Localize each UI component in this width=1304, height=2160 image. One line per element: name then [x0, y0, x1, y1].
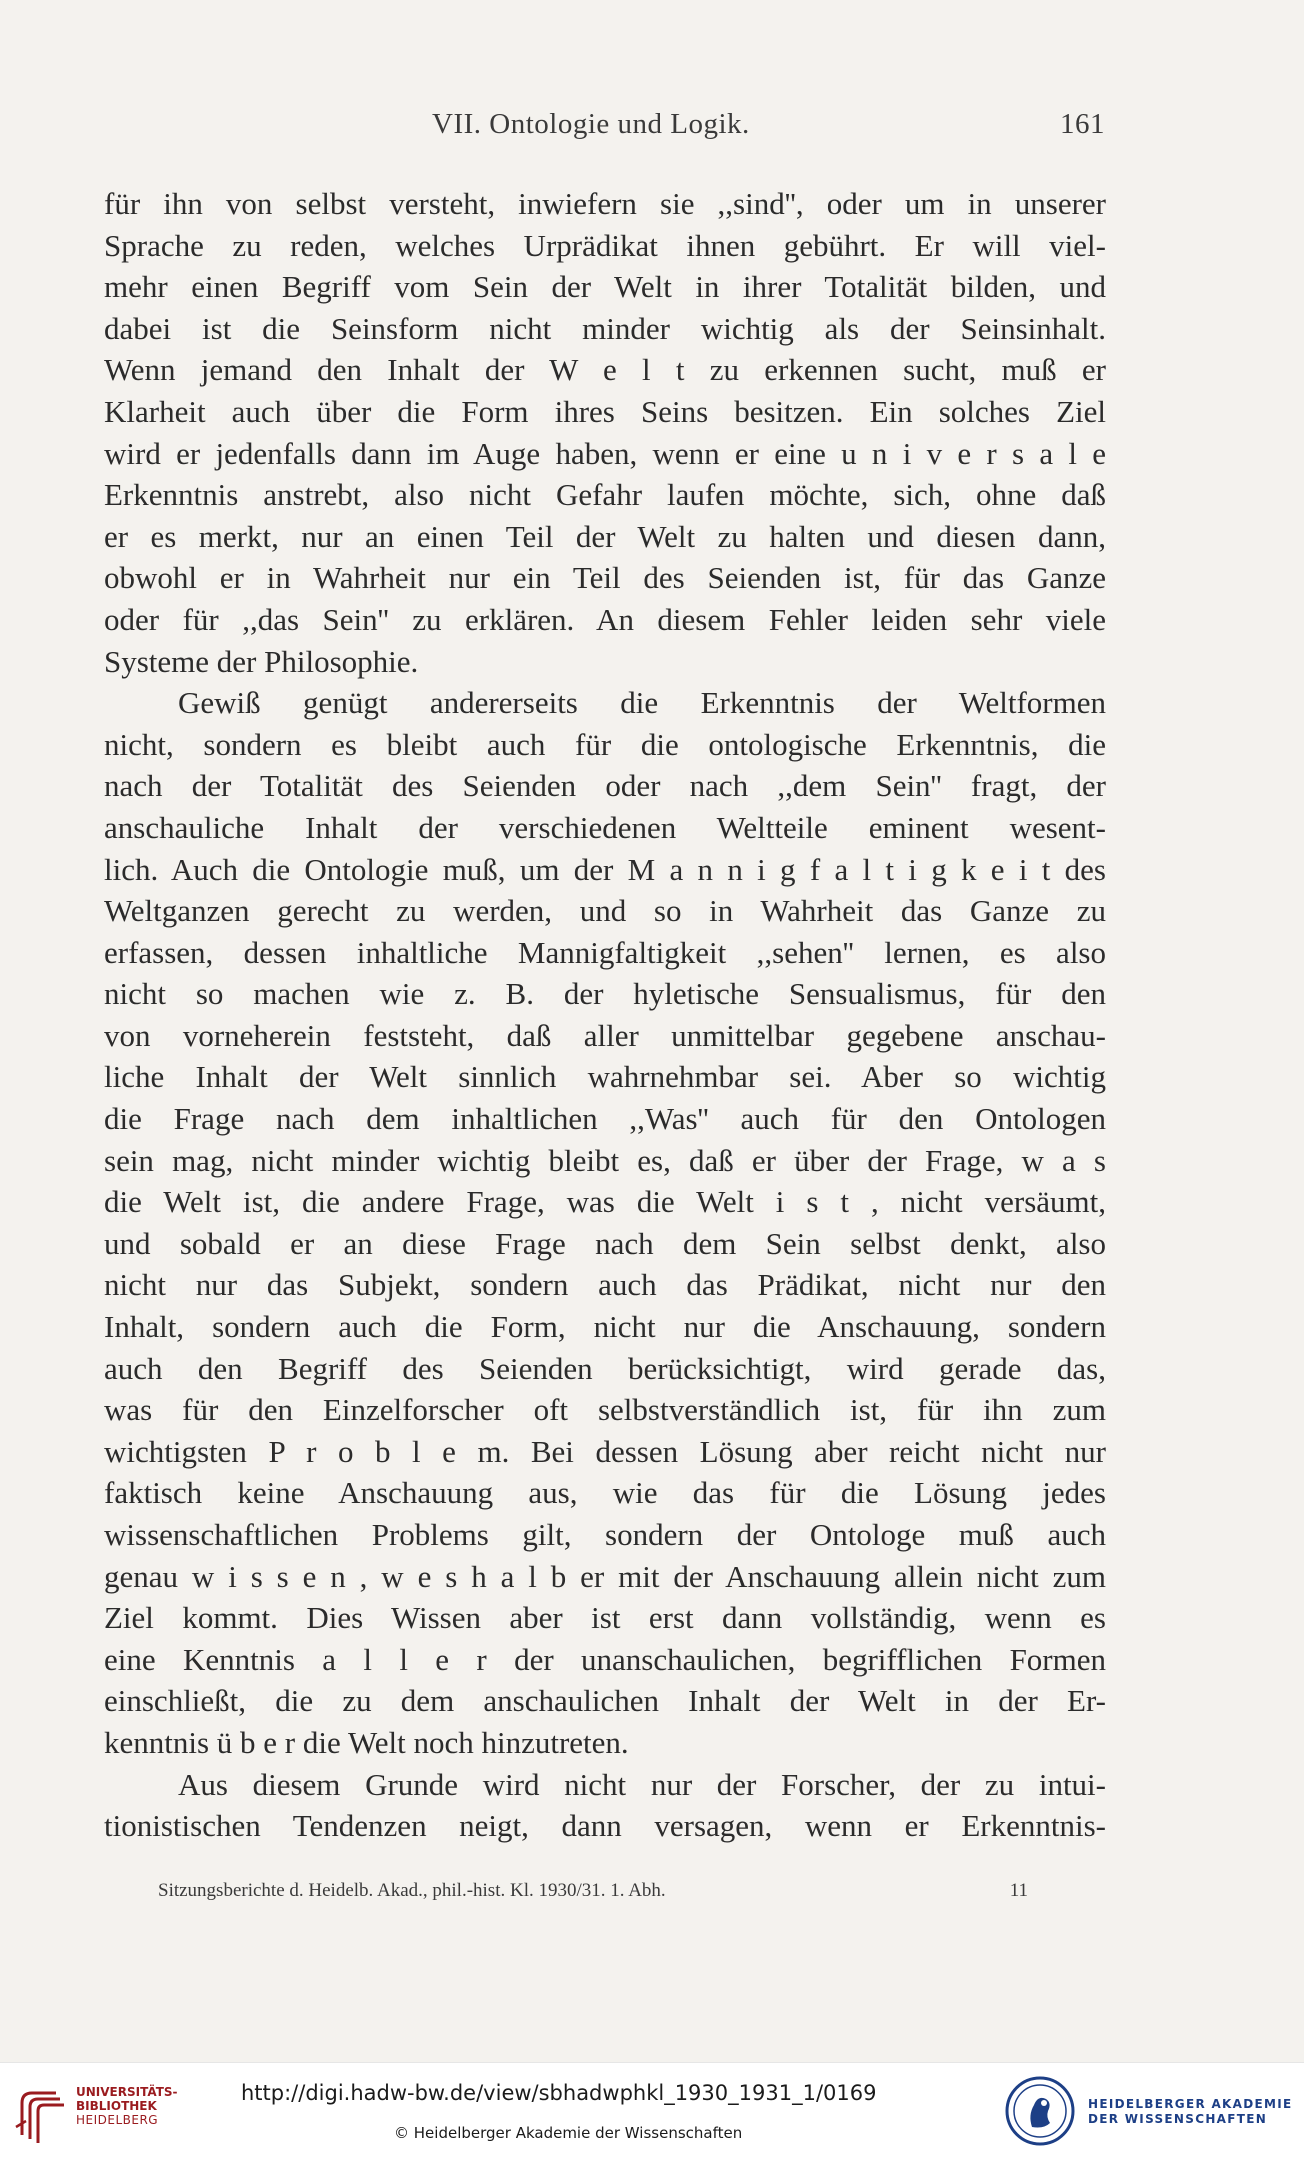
sheet-signature: 11	[1009, 1880, 1028, 1901]
library-name-line: BIBLIOTHEK	[76, 2099, 157, 2113]
text-line: oder für ,,das Sein'' zu erklären. An diesem Fehler leiden sehr viele	[104, 601, 1106, 637]
text-line: Systeme der Philosophie.	[104, 643, 419, 679]
text-line: die Welt ist, die andere Frage, was die Welt i s t , nicht versäumt,	[104, 1184, 1106, 1220]
text-line: dabei ist die Seinsform nicht minder wichtig als der Seinsinhalt.	[104, 310, 1106, 346]
text-line: mehr einen Begriff vom Sein der Welt in ihrer Totalität bilden, und	[104, 269, 1106, 305]
text-line: Wenn jemand den Inhalt der W e l t zu erkennen sucht, muß er	[104, 352, 1106, 388]
text-line: wird er jedenfalls dann im Auge haben, wenn er eine u n i v e r s a l e	[104, 435, 1106, 471]
text-line: liche Inhalt der Welt sinnlich wahrnehmbar sei. Aber so wichtig	[104, 1059, 1106, 1095]
library-name	[76, 2085, 178, 2127]
text-line: Sprache zu reden, welches Urprädikat ihnen gebührt. Er will viel-	[104, 227, 1106, 263]
text-line: wissenschaftlichen Problems gilt, sondern der Ontologe muß auch	[104, 1517, 1106, 1552]
body-text	[104, 183, 1106, 1847]
library-name-line: HEIDELBERG	[76, 2113, 159, 2127]
permalink-url[interactable]: http://digi.hadw-bw.de/view/sbhadwphkl_1930_1931_1/0169	[241, 2081, 877, 2105]
text-line: Erkenntnis anstrebt, also nicht Gefahr laufen möchte, sich, ohne daß	[104, 477, 1106, 513]
text-line: genau w i s s e n , w e s h a l b er mit der Anschauung allein nicht zum	[104, 1558, 1106, 1594]
viewer-footer-bar	[0, 2062, 1304, 2160]
page-number: 161	[1060, 108, 1105, 140]
text-line: Ziel kommt. Dies Wissen aber ist erst dann vollständig, wenn es	[104, 1600, 1106, 1636]
text-line: nicht so machen wie z. B. der hyletische Sensualismus, für den	[104, 976, 1106, 1012]
text-line: obwohl er in Wahrheit nur ein Teil des Seienden ist, für das Ganze	[104, 560, 1106, 596]
text-line: und sobald er an diese Frage nach dem Sein selbst denkt, also	[104, 1225, 1106, 1261]
text-line: eine Kenntnis a l l e r der unanschaulichen, begrifflichen Formen	[104, 1641, 1106, 1677]
text-line: faktisch keine Anschauung aus, wie das für die Lösung jedes	[104, 1475, 1106, 1511]
text-line: erfassen, dessen inhaltliche Mannigfaltigkeit ,,sehen'' lernen, es also	[104, 934, 1106, 970]
text-line: auch den Begriff des Seienden berücksichtigt, wird gerade das,	[104, 1350, 1106, 1386]
text-line: Aus diesem Grunde wird nicht nur der Forscher, der zu intui-	[178, 1766, 1106, 1802]
academy-name-line: DER WISSENSCHAFTEN	[1088, 2112, 1268, 2126]
text-line: von vorneherein feststeht, daß aller unmittelbar gegebene anschau-	[104, 1017, 1106, 1053]
text-line: was für den Einzelforscher oft selbstverständlich ist, für ihn zum	[104, 1392, 1106, 1428]
text-line: Klarheit auch über die Form ihres Seins besitzen. Ein solches Ziel	[104, 393, 1106, 429]
text-line: nicht, sondern es bleibt auch für die ontologische Erkenntnis, die	[104, 726, 1106, 762]
academy-seal-icon[interactable]	[1004, 2075, 1076, 2147]
academy-name-line: HEIDELBERGER AKADEMIE	[1088, 2097, 1293, 2111]
copyright-notice: © Heidelberger Akademie der Wissenschaften	[394, 2124, 743, 2142]
text-line: die Frage nach dem inhaltlichen ,,Was'' auch für den Ontologen	[104, 1101, 1106, 1137]
text-line: er es merkt, nur an einen Teil der Welt zu halten und diesen dann,	[104, 518, 1106, 554]
footer-citation: Sitzungsberichte d. Heidelb. Akad., phil.-hist. Kl. 1930/31. 1. Abh.	[158, 1880, 666, 1901]
text-line: wichtigsten P r o b l e m. Bei dessen Lösung aber reicht nicht nur	[104, 1433, 1106, 1469]
text-line: für ihn von selbst versteht, inwiefern sie ,,sind'', oder um in unserer	[104, 186, 1106, 221]
page-header	[105, 108, 1105, 148]
text-line: anschauliche Inhalt der verschiedenen Weltteile eminent wesent-	[104, 809, 1106, 845]
running-title: VII. Ontologie und Logik.	[432, 108, 750, 140]
text-line: nach der Totalität des Seienden oder nach ,,dem Sein'' fragt, der	[104, 768, 1106, 804]
text-line: Inhalt, sondern auch die Form, nicht nur die Anschauung, sondern	[104, 1309, 1106, 1345]
page-footer	[158, 1880, 1028, 1910]
academy-name	[1088, 2097, 1293, 2127]
text-line: sein mag, nicht minder wichtig bleibt es, daß er über der Frage, w a s	[104, 1142, 1106, 1178]
text-line: Gewiß genügt andererseits die Erkenntnis der Weltformen	[178, 685, 1106, 721]
text-line: einschließt, die zu dem anschaulichen Inhalt der Welt in der Er-	[104, 1683, 1106, 1719]
text-line: lich. Auch die Ontologie muß, um der M a n n i g f a l t i g k e i t des	[104, 851, 1106, 887]
text-line: Weltganzen gerecht zu werden, und so in Wahrheit das Ganze zu	[104, 893, 1106, 929]
ub-heidelberg-logo-icon[interactable]	[12, 2077, 74, 2147]
text-line: kenntnis ü b e r die Welt noch hinzutreten.	[104, 1724, 629, 1760]
library-name-line: UNIVERSITÄTS-	[76, 2085, 178, 2099]
text-line: tionistischen Tendenzen neigt, dann versagen, wenn er Erkenntnis-	[104, 1808, 1106, 1844]
text-line: nicht nur das Subjekt, sondern auch das Prädikat, nicht nur den	[104, 1267, 1106, 1303]
